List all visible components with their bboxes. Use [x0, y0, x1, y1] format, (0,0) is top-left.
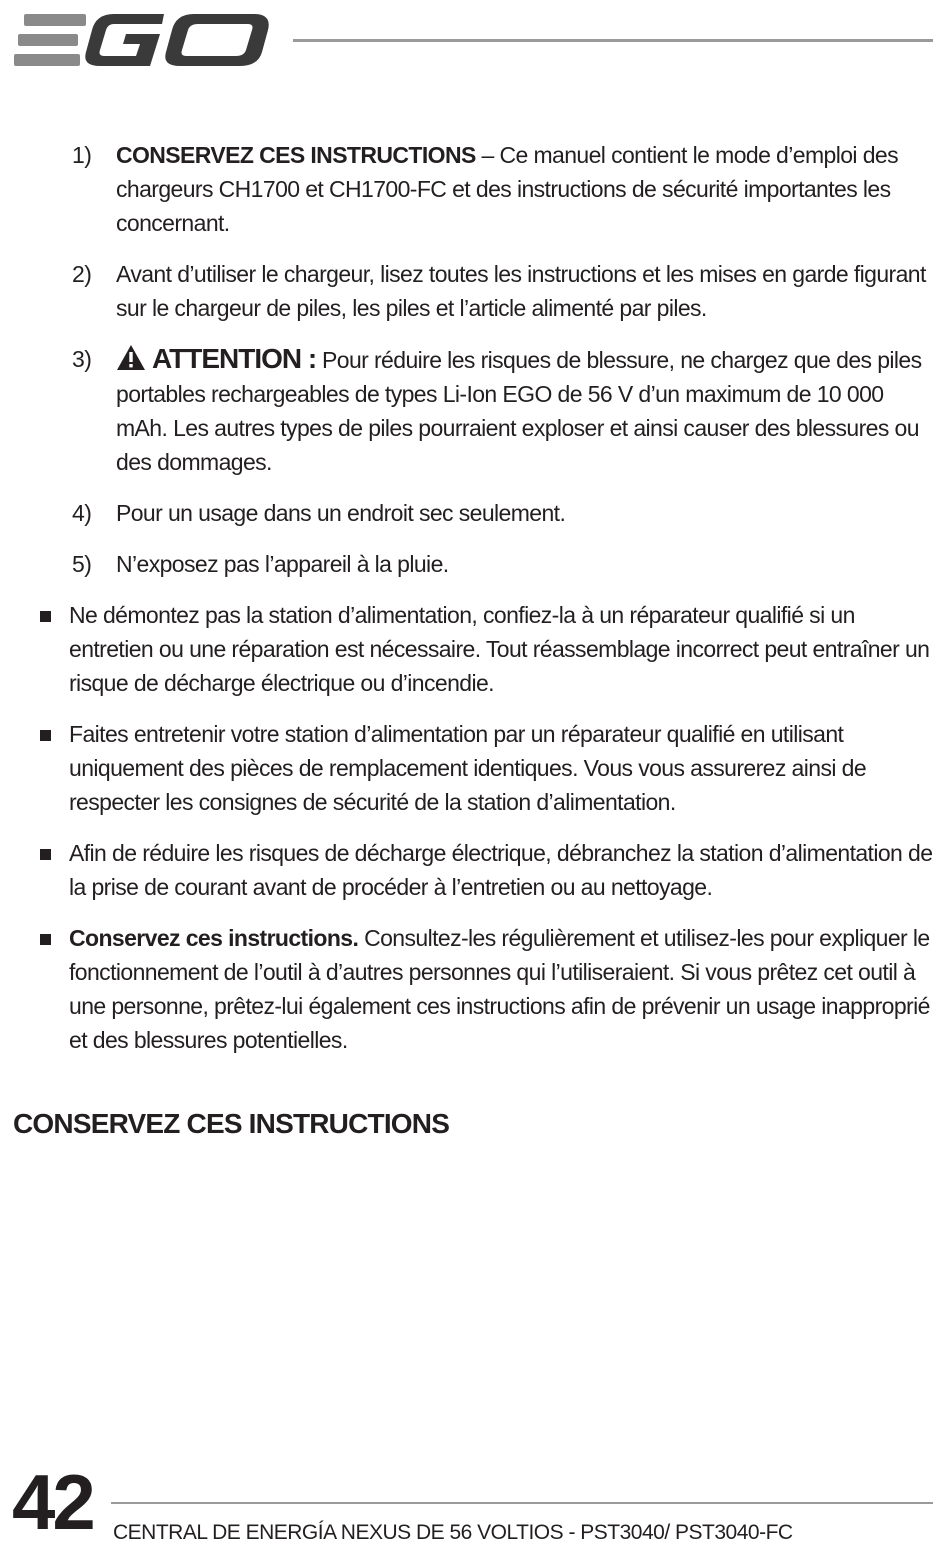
- item-number: 3): [72, 346, 92, 372]
- square-bullet-icon: [40, 611, 51, 622]
- item-text: – Ce manuel contient le mode d’emploi des chargeurs CH1700 et CH1700-FC et des instructions de sécurité importantes les concernant.: [116, 142, 898, 236]
- bullet-item: [0, 717, 950, 819]
- warning-triangle-icon: [116, 344, 146, 371]
- page-number: 42: [12, 1458, 93, 1546]
- item-text: Faites entretenir votre station d’alimentation par un réparateur qualifié en utilisant uniquement des pièces de remplacement identiques. Vous vous assurerez ainsi de respecter les consignes de sécurité de la station d’alimentation.: [69, 721, 867, 815]
- item-text: Pour réduire les risques de blessure, ne chargez que des piles portables rechargeables de types Li-Ion EGO de 56 V d’un maximum de 10 000 mAh. Les autres types de piles pourraient exploser et ainsi causer des blessures ou des dommages.: [116, 347, 922, 475]
- header-rule: [293, 39, 933, 42]
- item-text: Pour un usage dans un endroit sec seulement.: [116, 500, 566, 526]
- item-number: 1): [72, 142, 92, 168]
- item-bold-lead: Conservez ces instructions.: [69, 925, 359, 951]
- item-bold-lead: CONSERVEZ CES INSTRUCTIONS: [116, 142, 476, 168]
- numbered-item: [0, 547, 950, 581]
- attention-label: ATTENTION :: [152, 343, 317, 374]
- square-bullet-icon: [40, 730, 51, 741]
- ego-logo: [14, 12, 270, 68]
- item-text: Ne démontez pas la station d’alimentation, confiez-la à un réparateur qualifié si un entretien ou une réparation est nécessaire. Tout réassemblage incorrect peut entraîner un risque de décharge électrique ou d’incendie.: [69, 602, 930, 696]
- numbered-item: [0, 138, 950, 240]
- item-number: 5): [72, 551, 92, 577]
- item-number: 2): [72, 261, 92, 287]
- footer-text: CENTRAL DE ENERGÍA NEXUS DE 56 VOLTIOS - PST3040/ PST3040-FC: [113, 1521, 793, 1544]
- footer-rule: [111, 1502, 933, 1504]
- numbered-item: [0, 342, 950, 479]
- item-text: Consultez-les régulièrement et utilisez-les pour expliquer le fonctionnement de l’outil à d’autres personnes qui l’utiliseraient. Si vous prêtez cet outil à une personne, prêtez-lui également ces instructions afin de prévenir un usage inapproprié et des blessures potentielles.: [69, 925, 930, 1053]
- bullet-item: [0, 836, 950, 904]
- numbered-item: [0, 257, 950, 325]
- item-text: Afin de réduire les risques de décharge électrique, débranchez la station d’alimentation de la prise de courant avant de procéder à l’entretien ou au nettoyage.: [69, 840, 933, 900]
- item-text: N’exposez pas l’appareil à la pluie.: [116, 551, 449, 577]
- bullet-item: [0, 921, 950, 1057]
- numbered-item: [0, 496, 950, 530]
- item-text: Avant d’utiliser le chargeur, lisez toutes les instructions et les mises en garde figurant sur le chargeur de piles, les piles et l’article alimenté par piles.: [116, 261, 926, 321]
- square-bullet-icon: [40, 849, 51, 860]
- bullet-item: [0, 598, 950, 700]
- item-number: 4): [72, 500, 92, 526]
- section-title: CONSERVEZ CES INSTRUCTIONS: [13, 1108, 450, 1139]
- square-bullet-icon: [40, 934, 51, 945]
- instructions-content: [0, 138, 950, 1074]
